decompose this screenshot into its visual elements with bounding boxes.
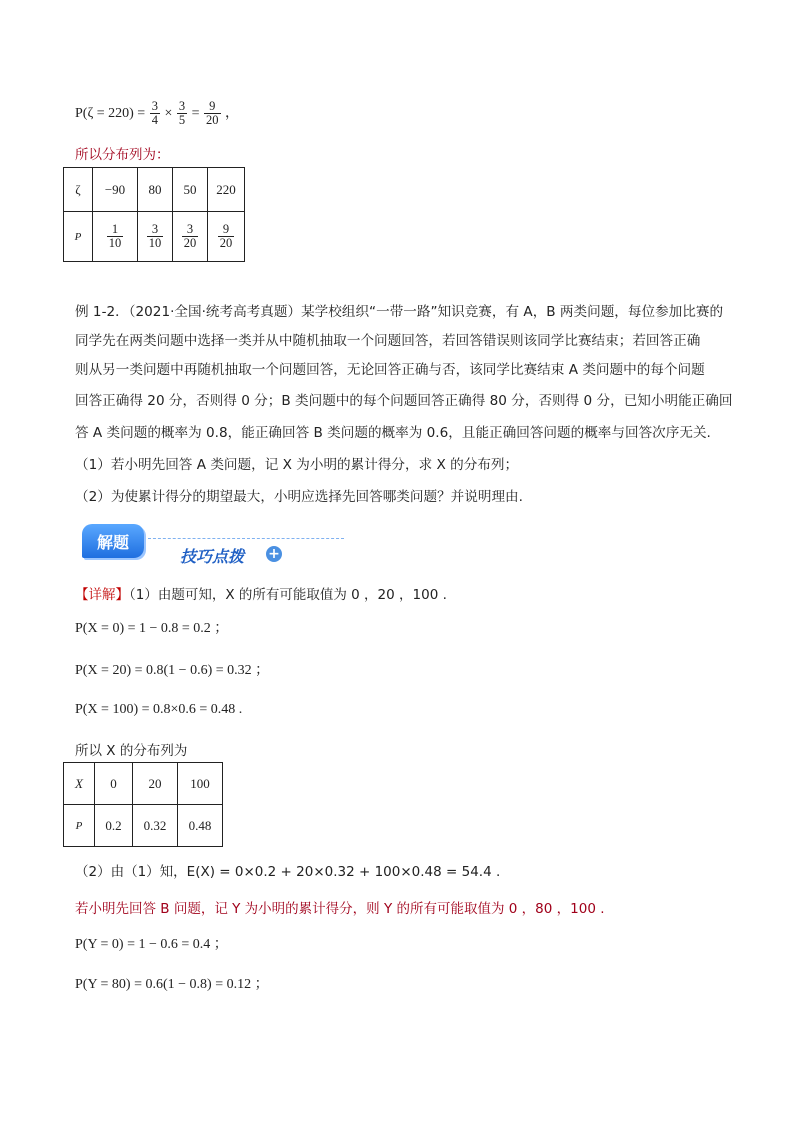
fraction (204, 100, 221, 127)
table-cell (93, 212, 138, 262)
table-cell: P (64, 212, 93, 262)
fraction (150, 100, 160, 127)
denominator: 20 (206, 113, 219, 128)
solution-step-1 (75, 583, 447, 603)
table-row (64, 805, 223, 847)
question-line: （2）为使累计得分的期望最大，小明应选择先回答哪类问题？并说明理由. (75, 489, 523, 505)
table-cell: ζ (64, 168, 93, 212)
distribution-table-x (63, 762, 223, 847)
numerator: 3 (151, 99, 158, 113)
punctuation: ， (225, 105, 240, 121)
table-row (64, 763, 223, 805)
denominator: 4 (151, 113, 158, 128)
prob-y-80: P(Y = 80) = 0.6(1 − 0.8) = 0.12 ； (75, 977, 269, 992)
table-cell: P (64, 805, 95, 847)
table-cell: 220 (208, 168, 245, 212)
prob-x-100: P(X = 100) = 0.8×0.6 = 0.48 . (75, 702, 243, 717)
fraction (218, 223, 235, 250)
question-line: 同学先在两类问题中选择一类并从中随机抽取一个问题回答，若回答错误则该同学比赛结束；若回答正确 (75, 333, 701, 349)
fraction (107, 223, 124, 250)
question-line: 回答正确得 20 分，否则得 0 分；B 类问题中的每个问题回答正确得 80 分，否则得 0 分，已知小明能正确回 (75, 393, 733, 409)
question-line: （1）若小明先回答 A 类问题，记 X 为小明的累计得分，求 X 的分布列； (75, 457, 519, 473)
fraction (177, 100, 187, 127)
table-row (64, 168, 245, 212)
fraction (182, 223, 199, 250)
question-line: 则从另一类问题中再随机抽取一个问题回答，无论回答正确与否，该同学比赛结束 A 类问题中的每个问题 (75, 362, 705, 378)
solution-tag: 【详解】 (75, 587, 129, 603)
table-cell: 80 (138, 168, 173, 212)
distribution-table-zeta (63, 167, 245, 262)
numerator: 3 (182, 223, 199, 237)
table-cell: 0.32 (133, 805, 178, 847)
equals-sign: = (191, 105, 200, 121)
prob-x-20: P(X = 20) = 0.8(1 − 0.6) = 0.32 ； (75, 663, 270, 678)
denominator: 10 (148, 236, 162, 250)
denominator: 5 (178, 113, 186, 128)
denominator: 20 (219, 236, 233, 250)
times-sign: × (164, 105, 173, 121)
table-cell: −90 (93, 168, 138, 212)
prob-y-0: P(Y = 0) = 1 − 0.6 = 0.4 ； (75, 937, 228, 952)
formula-p-zeta-220 (75, 100, 239, 127)
numerator: 3 (178, 99, 186, 113)
table-cell: 0.48 (178, 805, 223, 847)
denominator: 20 (183, 236, 197, 250)
numerator: 3 (147, 223, 164, 237)
table-cell: 0.2 (95, 805, 133, 847)
numerator: 1 (107, 223, 124, 237)
distribution-label: 所以分布列为： (75, 147, 170, 163)
table-cell: 50 (173, 168, 208, 212)
fraction (147, 223, 164, 250)
banner-divider (148, 538, 344, 539)
distribution-label-x: 所以 X 的分布列为 (75, 743, 188, 759)
table-cell: X (64, 763, 95, 805)
table-cell: 0 (95, 763, 133, 805)
table-cell (138, 212, 173, 262)
table-cell (173, 212, 208, 262)
table-row (64, 212, 245, 262)
solution-banner (82, 524, 292, 570)
banner-title: 技巧点拨 (180, 547, 245, 566)
table-cell: 100 (178, 763, 223, 805)
denominator: 10 (108, 236, 122, 250)
solution-step-3: 若小明先回答 B 问题，记 Y 为小明的累计得分，则 Y 的所有可能取值为 0 ，80 ，100 . (75, 901, 605, 917)
numerator: 9 (218, 223, 235, 237)
solution-badge: 解题 (82, 524, 144, 558)
plus-icon: + (266, 546, 282, 562)
question-line: 答 A 类问题的概率为 0.8，能正确回答 B 类问题的概率为 0.6，且能正确回答问题的概率与回答次序无关. (75, 425, 711, 441)
numerator: 9 (204, 100, 221, 114)
table-cell (208, 212, 245, 262)
table-cell: 20 (133, 763, 178, 805)
solution-step-2: （2）由（1）知，E(X) = 0×0.2 + 20×0.32 + 100×0.48 = 54.4 . (75, 864, 501, 880)
solution-text: （1）由题可知，X 的所有可能取值为 0 ，20 ，100 . (129, 587, 447, 603)
formula-lhs: P(ζ = 220) = (75, 105, 146, 121)
question-line: 例 1-2．（2021·全国·统考高考真题）某学校组织“一带一路”知识竞赛，有 A，B 两类问题，每位参加比赛的 (75, 304, 724, 320)
prob-x-0: P(X = 0) = 1 − 0.8 = 0.2 ； (75, 621, 229, 636)
